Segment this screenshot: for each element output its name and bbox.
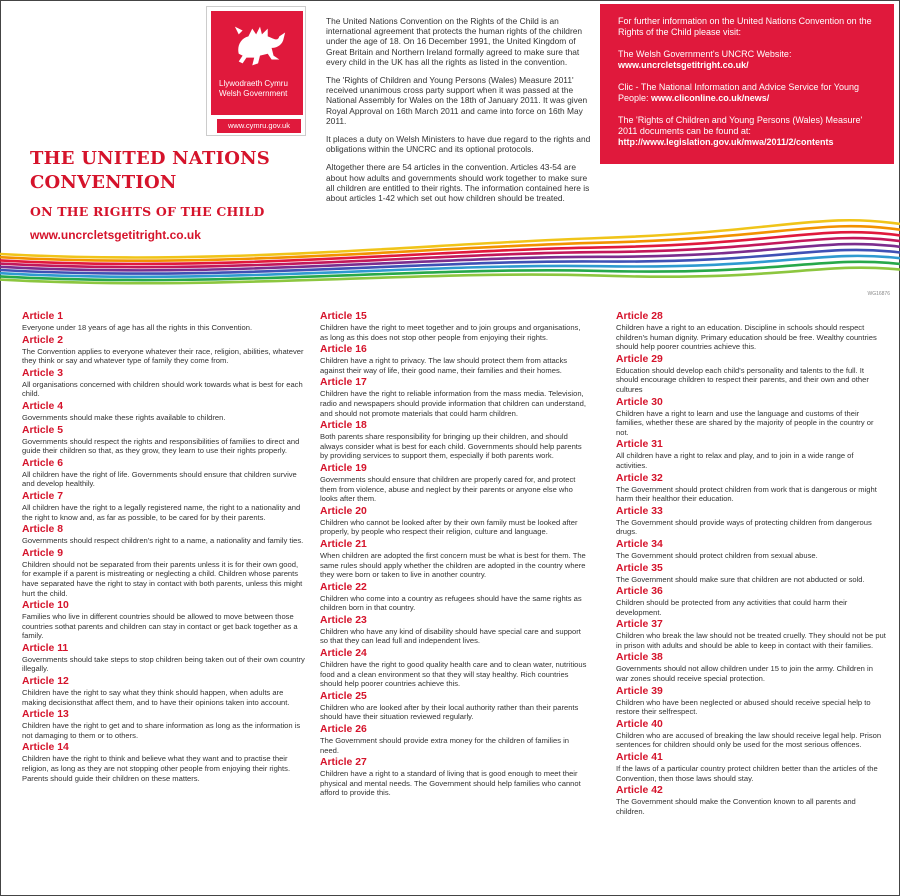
article-item — [320, 344, 590, 375]
website-link: www.uncrcletsgetitright.co.uk — [30, 228, 201, 242]
article-title: Article 7 — [22, 490, 64, 502]
article-title: Article 28 — [616, 311, 663, 322]
article-text: Children have a right to an education. Discipline in schools should respect children's human dignity. Primary education should be free. Wealthy countries should help poorer countries achieve this. — [616, 323, 877, 352]
article-title: Article 35 — [616, 562, 663, 574]
further-info-box — [600, 4, 894, 164]
article-text: Children have a right to privacy. The law should protect them from attacks against their way of life, their good name, their families and their homes. — [320, 356, 568, 375]
info-heading: For further information on the United Nations Convention on the Rights of the Child please visit: — [618, 16, 872, 37]
article-title: Article 41 — [616, 752, 663, 764]
article-text: Children have the right to say what they think should happen, when adults are making decisionsthat affect them, and to have their opinions taken into account. — [22, 688, 290, 707]
article-title: Article 38 — [616, 652, 663, 664]
article-item — [616, 752, 886, 783]
article-item — [22, 709, 308, 740]
article-item — [320, 311, 590, 342]
article-text: All children have a right to relax and play, and to join in a wide range of activities. — [616, 451, 854, 470]
article-item — [22, 425, 308, 456]
article-title: Article 20 — [320, 505, 367, 517]
article-item — [616, 473, 886, 504]
article-text: Children should not be separated from their parents unless it is for their own good, for example if a parent is mistreating or neglecting a child. Children whose parents have separated have the right to stay in contact with both parents, unless this might hurt the child. — [22, 559, 303, 598]
article-title: Article 4 — [22, 400, 64, 412]
article-text: Children who break the law should not be treated cruelly. They should not be put in prison with adults and should be able to keep in contact with their families. — [616, 631, 886, 650]
article-text: The Government should protect children from sexual abuse. — [616, 550, 818, 560]
article-item — [320, 691, 590, 722]
article-text: The Government should provide ways of protecting children from dangerous drugs. — [616, 517, 872, 537]
article-text: Governments should take steps to stop children being taken out of their own country illegally. — [22, 654, 305, 674]
logo-url: www.cymru.gov.uk — [217, 119, 301, 133]
article-item — [320, 648, 590, 689]
article-item — [616, 586, 886, 617]
decorative-stripes — [0, 178, 900, 298]
article-title: Article 27 — [320, 757, 367, 769]
info-clic — [618, 82, 880, 104]
article-title: Article 19 — [320, 462, 367, 474]
article-text: When children are adopted the first concern must be what is best for them. The same rules should apply whether the children are adopted in the country where they were born or taken to live in another country. — [320, 550, 586, 580]
article-item — [616, 563, 886, 585]
articles-column-2 — [320, 311, 590, 800]
article-text: All children have the right to a legally registered name, the right to a nationality and the right to know and, as far as possible, to be cared for by their parents. — [22, 502, 301, 522]
info-clic-url: www.cliconline.co.uk/news/ — [651, 93, 770, 103]
article-text: Governments should ensure that children are properly cared for, and protect them from violence, abuse and neglect by their parents or anyone else who looks after them. — [320, 474, 576, 504]
dragon-icon — [231, 17, 289, 75]
article-item — [22, 676, 308, 707]
article-item — [616, 619, 886, 650]
article-title: Article 15 — [320, 311, 367, 322]
article-title: Article 6 — [22, 457, 64, 469]
article-item — [22, 401, 308, 423]
article-title: Article 39 — [616, 685, 663, 697]
article-item — [22, 600, 308, 641]
article-title: Article 14 — [22, 742, 69, 754]
article-item — [22, 368, 308, 399]
article-title: Article 32 — [616, 472, 663, 484]
info-measure — [618, 115, 880, 148]
info-measure-label: The 'Rights of Children and Young Persons (Wales) Measure' 2011 documents can be found at: — [618, 115, 863, 136]
reference-code: WG16876 — [867, 291, 890, 297]
article-item — [320, 506, 590, 537]
article-text: Both parents share responsibility for bringing up their children, and should always consider what is best for each child. Governments should help parents by providing services to support them, especially if both parents work. — [320, 432, 582, 461]
article-item — [320, 463, 590, 504]
article-text: All children have the right of life. Governments should ensure that children survive and develop healthily. — [22, 469, 297, 489]
article-text: Children have the right to meet together and to join groups and organisations, as long as this does not stop other people from enjoying their rights. — [320, 323, 581, 342]
article-title: Article 1 — [22, 311, 64, 322]
article-text: Children have a right to a standard of living that is good enough to meet their physical and mental needs. The Government should help families who cannot afford to provide this. — [320, 769, 581, 798]
article-text: Children have the right to reliable information from the mass media. Television, radio and newspapers should provide information that children can understand, and should not promote materials that could harm children. — [320, 389, 586, 418]
info-clic-label: Clic - The National Information and Advice Service for Young People: — [618, 82, 859, 103]
article-item — [320, 377, 590, 418]
article-item — [320, 582, 590, 613]
article-text: The Government should protect children from work that is dangerous or might harm their healthor their education. — [616, 484, 877, 504]
article-item — [616, 785, 886, 816]
article-text: Children who are looked after by their local authority rather than their parents should have their situation reviewed regularly. — [320, 702, 579, 722]
article-item — [22, 742, 308, 783]
info-welsh-gov-label: The Welsh Government's UNCRC Website: — [618, 49, 792, 59]
article-item — [22, 524, 308, 546]
article-text: Governments should respect the rights and responsibilities of families to direct and guide their children so that, as they grow, they learn to use their rights properly. — [22, 436, 300, 456]
title-line-2: CONVENTION — [30, 172, 177, 193]
article-item — [616, 354, 886, 395]
article-text: Children who have any kind of disability should have special care and support so that they can lead full and independent lives. — [320, 626, 581, 646]
intro-paragraph: It places a duty on Welsh Ministers to have due regard to the rights and obligations within the UNCRC and its optional protocols. — [326, 134, 591, 155]
article-title: Article 33 — [616, 505, 663, 517]
articles-column-3 — [616, 311, 886, 818]
article-item — [616, 686, 886, 717]
article-title: Article 36 — [616, 586, 663, 598]
article-item — [320, 757, 590, 798]
article-item — [22, 491, 308, 522]
article-item — [320, 539, 590, 580]
article-item — [22, 458, 308, 489]
article-title: Article 3 — [22, 367, 64, 379]
article-text: All organisations concerned with children should work towards what is best for each child. — [22, 379, 303, 399]
article-title: Article 17 — [320, 377, 367, 389]
article-text: Governments should not allow children under 15 to join the army. Children in war zones should receive special protection. — [616, 664, 873, 684]
article-title: Article 40 — [616, 718, 663, 730]
article-text: Governments should make these rights available to children. — [22, 412, 226, 422]
article-title: Article 31 — [616, 439, 663, 451]
article-text: Children who cannot be looked after by their own family must be looked after properly, by people who respect their religion, culture and language. — [320, 517, 578, 537]
article-text: Governments should respect children's right to a name, a nationality and family ties. — [22, 536, 304, 546]
article-text: Families who live in different countries should be allowed to move between those countries sothat parents and children can stay in contact or get back together as a family. — [22, 612, 298, 641]
article-text: Everyone under 18 years of age has all the rights in this Convention. — [22, 323, 253, 332]
article-item — [320, 420, 590, 461]
article-item — [616, 539, 886, 561]
article-title: Article 25 — [320, 690, 367, 702]
article-text: The Government should make the Convention known to all parents and children. — [616, 797, 856, 816]
article-text: Children have the right to get and to share information as long as the information is not damaging to them or to others. — [22, 721, 301, 740]
article-title: Article 30 — [616, 396, 663, 408]
article-text: If the laws of a particular country protect children better than the articles of the Convention, then those laws should stay. — [616, 764, 878, 783]
info-welsh-gov-url: www.uncrcletsgetitright.co.uk/ — [618, 60, 749, 70]
article-title: Article 12 — [22, 676, 69, 688]
info-measure-url: http://www.legislation.gov.uk/mwa/2011/2/contents — [618, 137, 834, 147]
article-item — [616, 652, 886, 683]
title-subtitle: ON THE RIGHTS OF THE CHILD — [30, 204, 265, 219]
article-title: Article 23 — [320, 614, 367, 626]
article-text: The Government should make sure that children are not abducted or sold. — [616, 574, 865, 584]
article-text: Children have the right to think and believe what they want and to practise their religion, as long as they are not stopping other people from enjoying their rights. Parents should guide their children on these matters. — [22, 754, 291, 783]
article-text: Children who come into a country as refugees should have the same rights as children born in that country. — [320, 593, 582, 613]
article-title: Article 2 — [22, 334, 64, 346]
article-item — [616, 506, 886, 537]
article-item — [22, 335, 308, 366]
article-text: Children should be protected from any activities that could harm their development. — [616, 598, 848, 617]
articles-column-1 — [22, 311, 308, 785]
article-title: Article 34 — [616, 538, 663, 550]
article-text: Education should develop each child's personality and talents to the full. It should encourage children to respect their parents, and their own and other cultures — [616, 365, 869, 394]
article-title: Article 18 — [320, 420, 367, 432]
article-item — [320, 615, 590, 646]
article-title: Article 24 — [320, 648, 367, 660]
article-item — [616, 397, 886, 438]
article-title: Article 22 — [320, 581, 367, 593]
article-text: Children have the right to good quality health care and to clean water, nutritious food and a clean environment so that they will stay healthy. Rich countries should help poorer countries achieve this. — [320, 660, 587, 689]
article-title: Article 8 — [22, 524, 64, 536]
article-title: Article 11 — [22, 642, 69, 654]
article-item — [22, 643, 308, 674]
title-line-1: THE UNITED NATIONS — [30, 148, 270, 169]
logo-text-english: Welsh Government — [219, 89, 288, 98]
intro-paragraph: Altogether there are 54 articles in the convention. Articles 43-54 are about how adults and governments should work together to make sure all children are entitled to their rights. The information contained here is about articles 1-42 which set out how children should be treated. — [326, 162, 590, 204]
article-text: The Convention applies to everyone whatever their race, religion, abilities, whatever they think or say and whatever type of family they come from. — [22, 346, 304, 366]
article-title: Article 29 — [616, 353, 663, 365]
article-item — [22, 548, 308, 598]
article-title: Article 16 — [320, 344, 367, 356]
article-title: Article 26 — [320, 724, 367, 736]
intro-paragraph: The United Nations Convention on the Rights of the Child is an international agreement that protects the human rights of the children under the age of 18. On 16 December 1991, the United Kingdom of Great Britain and Northern Ireland formally agreed to make sure that every child in the UK has all the rights as listed in the convention. — [326, 16, 583, 67]
welsh-government-logo — [206, 6, 306, 136]
article-item — [616, 719, 886, 750]
article-title: Article 37 — [616, 619, 663, 631]
article-item — [616, 439, 886, 470]
article-text: Children who are accused of breaking the law should receive legal help. Prison sentences for children should only be used for the most serious offences. — [616, 730, 882, 750]
intro-paragraph: The 'Rights of Children and Young Persons (Wales) Measure 2011' received unanimous cross party support when it was passed at the National Assembly for Wales on the 18th of January 2011. It was given Royal Approval on 16th March 2011 and came into force on 16th May 2011. — [326, 75, 588, 126]
logo-red-panel — [211, 11, 303, 115]
article-title: Article 42 — [616, 785, 663, 797]
article-item — [320, 724, 590, 755]
article-title: Article 10 — [22, 600, 69, 612]
article-text: The Government should provide extra money for the children of families in need. — [320, 736, 570, 755]
article-item — [22, 311, 308, 333]
logo-text-welsh: Llywodraeth Cymru — [219, 79, 288, 88]
article-title: Article 13 — [22, 709, 69, 721]
article-title: Article 9 — [22, 547, 64, 559]
article-title: Article 21 — [320, 538, 367, 550]
article-title: Article 5 — [22, 424, 64, 436]
article-item — [616, 311, 886, 352]
article-text: Children who have been neglected or abused should receive special help to restore their selfrespect. — [616, 697, 871, 717]
article-text: Children have a right to learn and use the language and customs of their families, whether these are shared by the majority of people in the country or not. — [616, 408, 874, 437]
info-welsh-gov — [618, 49, 880, 71]
